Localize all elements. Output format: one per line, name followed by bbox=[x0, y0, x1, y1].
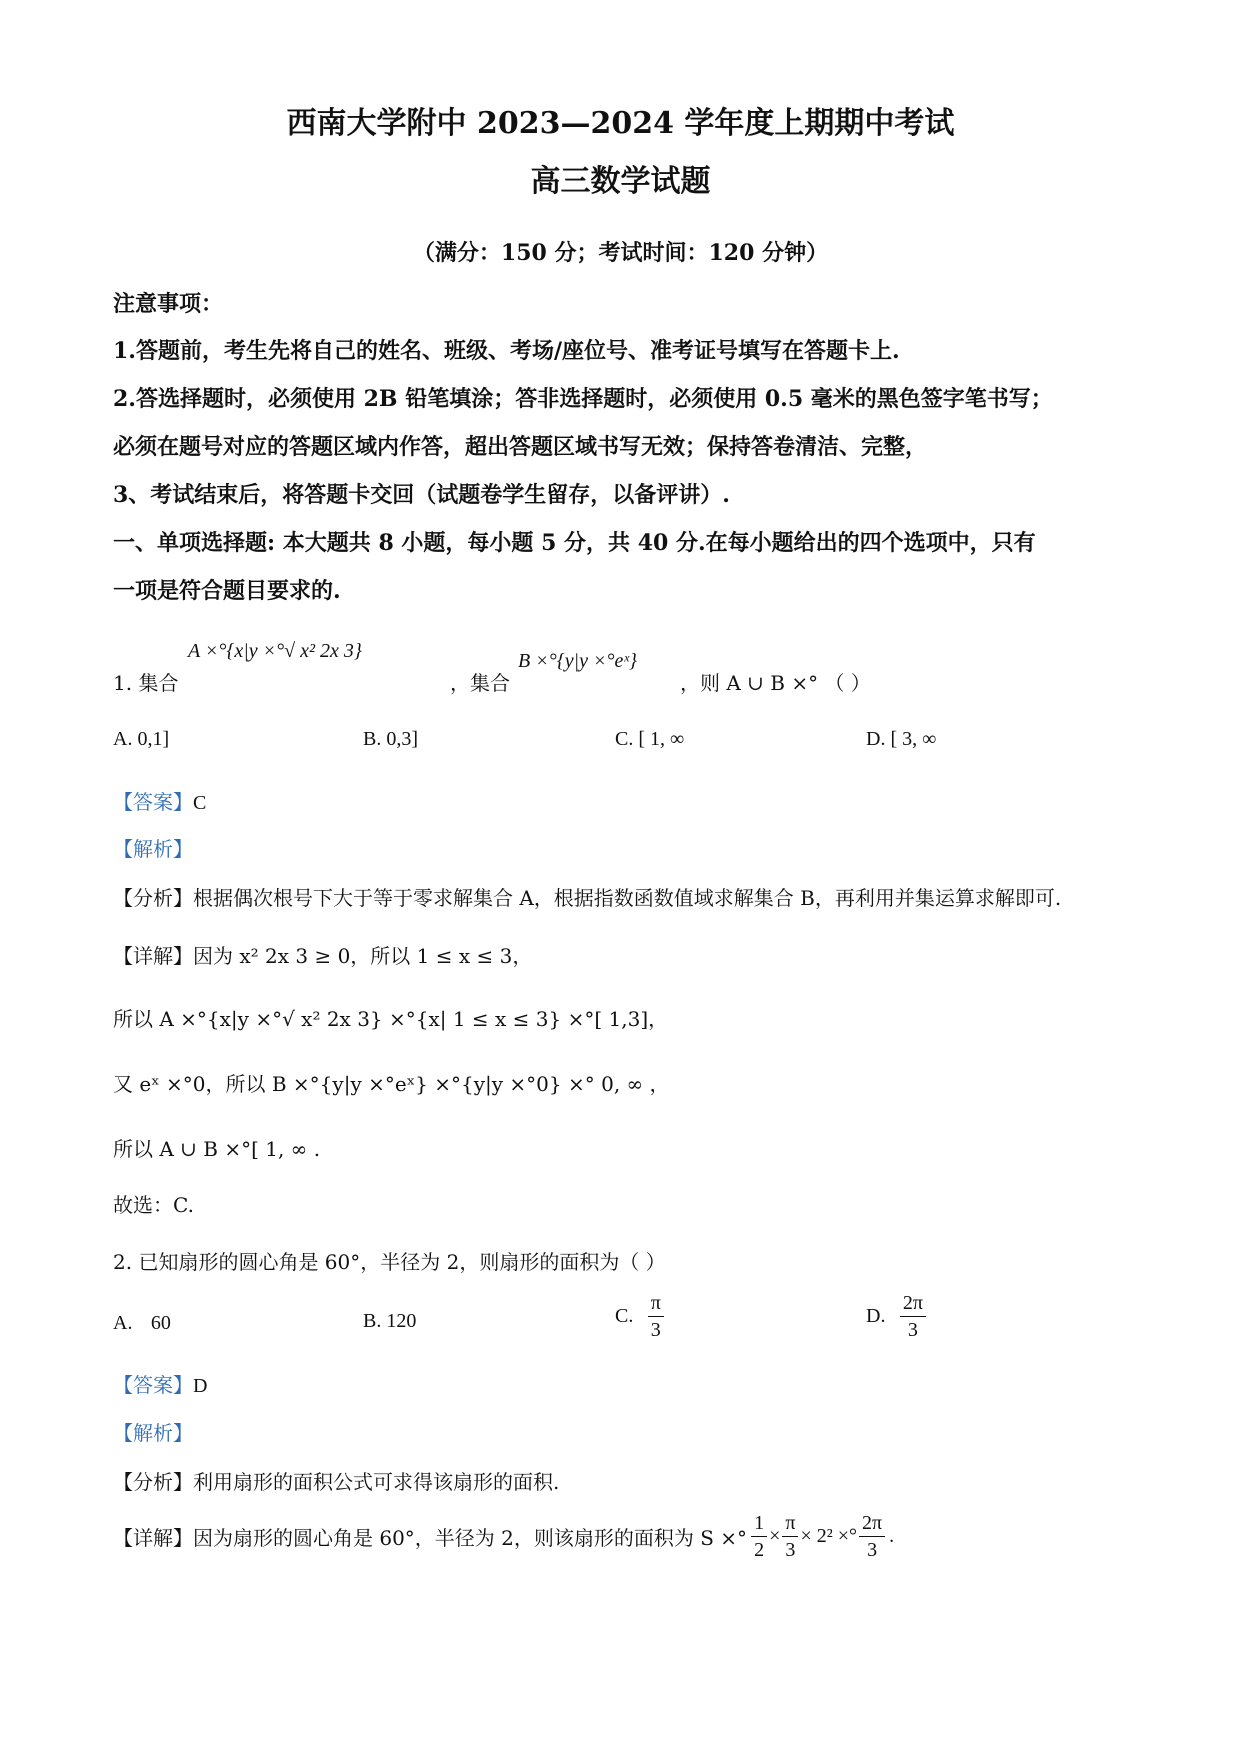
q2-detail-fraction-1 bbox=[751, 1510, 767, 1563]
q2-option-d-label: D. bbox=[866, 1305, 886, 1327]
q2-option-b[interactable]: B. 120 bbox=[363, 1310, 417, 1332]
q2-option-d-numerator: 2π bbox=[900, 1290, 926, 1317]
q1-analysis: 【分析】根据偶次根号下大于等于零求解集合 A，根据指数函数值域求解集合 B，再利用并集运算求解即可. bbox=[113, 886, 1062, 910]
q2-detail-fraction-3 bbox=[859, 1510, 885, 1563]
q2-detail-fraction-2 bbox=[782, 1510, 798, 1563]
q1-option-c[interactable]: C. [ 1, ∞ bbox=[615, 728, 685, 750]
q2-option-d[interactable] bbox=[866, 1290, 926, 1343]
q1-detail-1: 【详解】因为 x² 2x 3 ≥ 0，所以 1 ≤ x ≤ 3， bbox=[113, 944, 533, 968]
q2-stem: 2. 已知扇形的圆心角是 60°，半径为 2，则扇形的面积为（ ） bbox=[113, 1250, 666, 1274]
q1-option-b[interactable]: B. 0,3] bbox=[363, 728, 418, 750]
q1-detail-2: 所以 A ×°{x|y ×°√ x² 2x 3} ×°{x| 1 ≤ x ≤ 3} ×°[ 1,3]， bbox=[113, 1007, 669, 1031]
q2-answer-value: D bbox=[193, 1375, 208, 1397]
exam-subtitle: （满分：150 分；考试时间：120 分钟） bbox=[412, 240, 829, 266]
q2-detail-prefix: 【详解】因为扇形的圆心角是 60°，半径为 2，则该扇形的面积为 S ×° bbox=[113, 1526, 748, 1550]
q2-option-c[interactable] bbox=[615, 1290, 664, 1343]
q1-option-d[interactable]: D. [ 3, ∞ bbox=[866, 728, 937, 750]
q2-option-c-denominator: 3 bbox=[650, 1319, 661, 1341]
exam-subject-title: 高三数学试题 bbox=[530, 164, 711, 199]
notes-item-1: 1.答题前，考生先将自己的姓名、班级、考场/座位号、准考证号填写在答题卡上. bbox=[113, 338, 900, 364]
q1-prefix: 1. 集合 bbox=[113, 671, 179, 695]
notes-item-3: 3、考试结束后，将答题卡交回（试题卷学生留存，以备评讲）. bbox=[113, 482, 730, 508]
q2-detail-f3-denominator: 3 bbox=[867, 1539, 878, 1561]
q2-detail-f2-numerator: π bbox=[782, 1510, 798, 1537]
q2-option-c-numerator: π bbox=[648, 1290, 664, 1317]
q2-answer-row bbox=[113, 1369, 207, 1398]
q1-option-a[interactable]: A. 0,1] bbox=[113, 728, 170, 750]
q2-detail-times-1: × bbox=[769, 1525, 781, 1547]
q1-detail-4: 所以 A ∪ B ×°[ 1, ∞ . bbox=[113, 1137, 321, 1161]
section-heading-line2: 一项是符合题目要求的. bbox=[113, 578, 341, 604]
q2-option-d-denominator: 3 bbox=[907, 1319, 918, 1341]
q2-option-c-label: C. bbox=[615, 1305, 634, 1327]
q2-detail-f2-denominator: 3 bbox=[785, 1539, 796, 1561]
q1-mid: ，集合 bbox=[450, 671, 510, 695]
section-heading-line1: 一、单项选择题: 本大题共 8 小题，每小题 5 分，共 40 分.在每小题给出的四个选项中，只有 bbox=[113, 530, 1036, 556]
q1-conclusion: 故选：C. bbox=[113, 1193, 194, 1217]
q2-option-a-label: A. bbox=[113, 1312, 133, 1334]
q1-set-b: B ×°{y|y ×°eˣ} bbox=[518, 650, 637, 672]
notes-heading: 注意事项： bbox=[113, 291, 224, 317]
q2-detail-f1-denominator: 2 bbox=[754, 1539, 765, 1561]
q1-answer-row bbox=[113, 786, 206, 815]
q2-option-a[interactable] bbox=[113, 1310, 171, 1335]
notes-item-2a: 2.答选择题时，必须使用 2B 铅笔填涂；答非选择题时，必须使用 0.5 毫米的黑色签字笔书写； bbox=[113, 386, 1053, 412]
q1-detail-3: 又 eˣ ×°0，所以 B ×°{y|y ×°eˣ} ×°{y|y ×°0} ×° 0, ∞ ， bbox=[113, 1072, 670, 1096]
q2-detail-f3-numerator: 2π bbox=[859, 1510, 885, 1537]
q2-option-a-value: 60 bbox=[150, 1312, 171, 1334]
q1-tail: ，则 A ∪ B ×° （ ） bbox=[680, 671, 871, 695]
q2-detail-f1-numerator: 1 bbox=[751, 1510, 767, 1537]
q1-answer-tag: 【答案】 bbox=[113, 790, 193, 814]
q2-analysis-tag: 【解析】 bbox=[113, 1421, 193, 1445]
exam-title: 西南大学附中 2023—2024 学年度上期期中考试 bbox=[286, 106, 955, 141]
q1-set-a: A ×°{x|y ×°√ x² 2x 3} bbox=[188, 640, 362, 662]
q2-analysis: 【分析】利用扇形的面积公式可求得该扇形的面积. bbox=[113, 1470, 560, 1494]
q2-detail-end: . bbox=[889, 1525, 895, 1547]
q2-detail bbox=[113, 1510, 894, 1563]
q2-detail-times-2: × 2² ×° bbox=[800, 1525, 858, 1547]
notes-item-2b: 必须在题号对应的答题区域内作答，超出答题区域书写无效；保持答卷清洁、完整， bbox=[113, 434, 928, 460]
q2-answer-tag: 【答案】 bbox=[113, 1373, 193, 1397]
q2-option-d-fraction bbox=[900, 1290, 926, 1343]
q1-analysis-tag: 【解析】 bbox=[113, 837, 193, 861]
q1-answer-value: C bbox=[193, 792, 207, 814]
q2-option-c-fraction bbox=[648, 1290, 664, 1343]
